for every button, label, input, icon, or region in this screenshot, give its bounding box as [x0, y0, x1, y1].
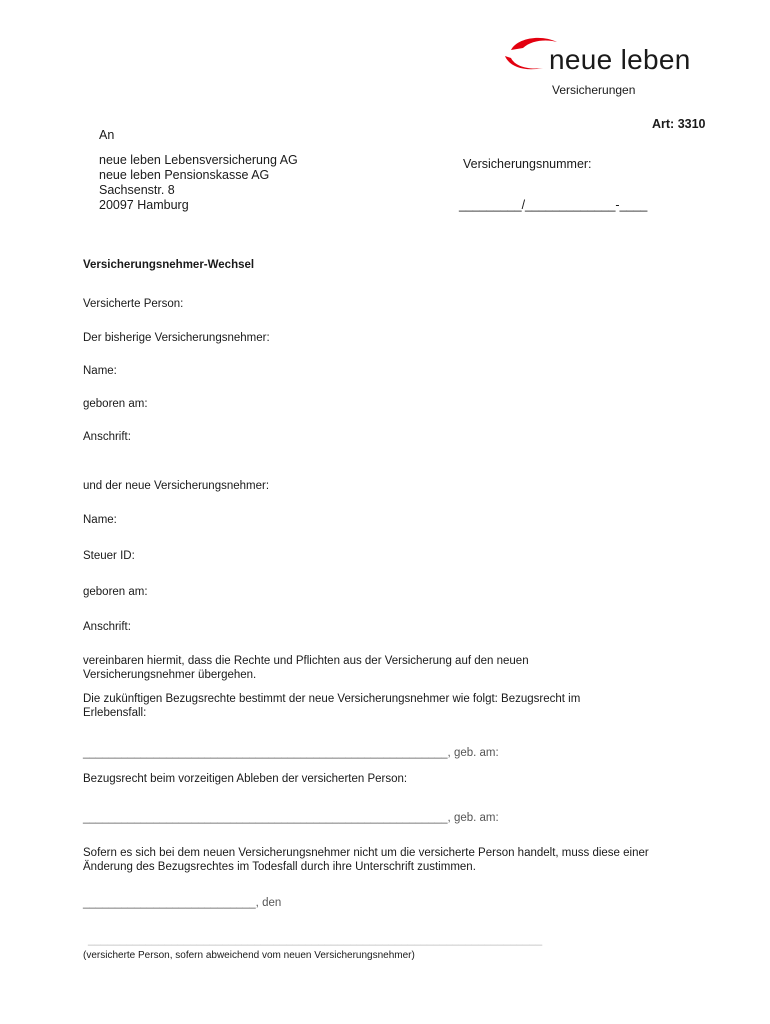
insured-person-label: Versicherte Person:: [83, 298, 184, 310]
signature-line[interactable]: _______________________________________________________________________: [88, 934, 543, 946]
beneficiary-paragraph: Die zukünftigen Bezugsrechte bestimmt der neue Versicherungsnehmer wie folgt: Bezugsrecht im Erlebensfall:: [83, 693, 581, 719]
logo-subtitle: Versicherungen: [552, 83, 636, 97]
new-address-label: Anschrift:: [83, 621, 131, 633]
policy-number-field[interactable]: _________/_____________-____: [459, 198, 648, 212]
beneficiary-survival-line[interactable]: _________________________________________________________, geb. am:: [83, 747, 499, 759]
new-holder-label: und der neue Versicherungsnehmer:: [83, 480, 270, 492]
address-line-3: Sachsenstr. 8: [99, 183, 175, 197]
consent-paragraph: Sofern es sich bei dem neuen Versicherungsnehmer nicht um die versicherte Person handelt, muss diese einer Änderung des Bezugsrechtes im Todesfall durch ihre Unterschrift zustimmen.: [83, 847, 649, 873]
previous-birthdate-label: geboren am:: [83, 398, 148, 410]
previous-holder-label: Der bisherige Versicherungsnehmer:: [83, 332, 270, 344]
policy-number-label: Versicherungsnummer:: [463, 157, 592, 171]
address-line-4: 20097 Hamburg: [99, 198, 189, 212]
address-line-1: neue leben Lebensversicherung AG: [99, 153, 298, 167]
new-tax-id-label: Steuer ID:: [83, 550, 135, 562]
previous-address-label: Anschrift:: [83, 431, 131, 443]
death-beneficiary-label: Bezugsrecht beim vorzeitigen Ableben der versicherten Person:: [83, 773, 408, 785]
place-date-line[interactable]: ___________________________, den: [83, 897, 282, 909]
address-line-2: neue leben Pensionskasse AG: [99, 168, 270, 182]
previous-name-label: Name:: [83, 365, 117, 377]
agreement-paragraph: vereinbaren hiermit, dass die Rechte und Pflichten aus der Versicherung auf den neuen Versicherungsnehmer übergehen.: [83, 655, 529, 681]
signature-caption: (versicherte Person, sofern abweichend vom neuen Versicherungsnehmer): [83, 950, 415, 961]
new-name-label: Name:: [83, 514, 117, 526]
form-title: Versicherungsnehmer-Wechsel: [83, 259, 255, 271]
article-number: Art: 3310: [652, 117, 706, 131]
company-logo: [503, 34, 708, 98]
beneficiary-death-line[interactable]: _________________________________________________________, geb. am:: [83, 812, 499, 824]
logo-brand-text: neue leben: [549, 44, 691, 75]
new-birthdate-label: geboren am:: [83, 586, 148, 598]
address-salutation: An: [99, 128, 115, 142]
